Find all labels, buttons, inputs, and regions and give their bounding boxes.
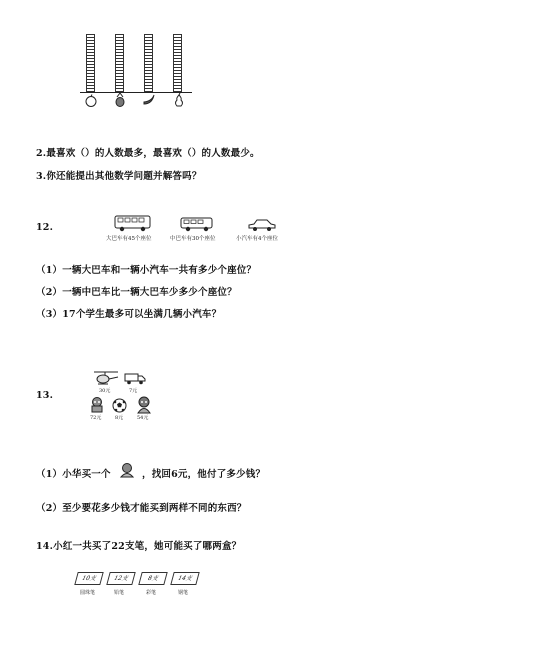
truck-price: 7元 bbox=[129, 388, 138, 394]
pencil-box-count: 12支 bbox=[113, 575, 129, 582]
pencil-box-label: 铅笔 bbox=[114, 590, 125, 596]
fountain-pen-box-label: 钢笔 bbox=[178, 590, 189, 596]
pen-box-icon bbox=[138, 572, 167, 585]
middle-bus-icon bbox=[180, 217, 214, 232]
robot-price: 72元 bbox=[90, 415, 102, 421]
ballpoint-box-label: 圆珠笔 bbox=[80, 590, 96, 596]
helicopter-icon bbox=[92, 370, 120, 386]
pictograph-column bbox=[173, 34, 182, 92]
pen-box-icon bbox=[170, 572, 199, 585]
big-bus-icon bbox=[114, 215, 152, 232]
question-13-sub-1-prefix: （1）小华买一个 bbox=[36, 469, 111, 480]
pictograph-column bbox=[144, 34, 153, 92]
question-12-sub-3: （3）17个学生最多可以坐满几辆小汽车？ bbox=[36, 309, 222, 320]
car-caption: 小汽车有4个座位 bbox=[236, 236, 278, 242]
big-bus-caption: 大巴车有45个座位 bbox=[106, 236, 152, 242]
question-3: 3.你还能提出其他数学问题并解答吗？ bbox=[36, 171, 202, 182]
pineapple-icon bbox=[113, 93, 127, 107]
question-12-sub-2: （2）一辆中巴车比一辆大巴车少多少个座位？ bbox=[36, 287, 237, 298]
question-12-sub-1: （1）一辆大巴车和一辆小汽车一共有多少个座位？ bbox=[36, 265, 257, 276]
doll-icon bbox=[135, 396, 153, 414]
truck-icon bbox=[124, 372, 146, 385]
ballpoint-box-count: 10支 bbox=[81, 575, 97, 582]
colored-pen-box-label: 彩笔 bbox=[146, 590, 157, 596]
question-2: 2.最喜欢（）的人数最多，最喜欢（）的人数最少。 bbox=[36, 148, 260, 159]
question-13-sub-2: （2）至少要花多少钱才能买到两样不同的东西？ bbox=[36, 503, 247, 514]
car-icon bbox=[247, 219, 277, 232]
pictograph-column bbox=[86, 34, 95, 92]
question-14: 14.小红一共买了22支笔，她可能买了哪两盒？ bbox=[36, 541, 242, 552]
question-12-number: 12. bbox=[36, 222, 54, 233]
pen-box-icon bbox=[106, 572, 135, 585]
banana-icon bbox=[142, 94, 156, 106]
question-13-sub-1-suffix: ，找回6元，他付了多少钱？ bbox=[142, 469, 266, 480]
pen-box-icon bbox=[74, 572, 103, 585]
apple-icon bbox=[84, 94, 98, 107]
fountain-pen-box-count: 14支 bbox=[177, 575, 193, 582]
ball-icon bbox=[112, 398, 127, 413]
middle-bus-caption: 中巴车有30个座位 bbox=[170, 236, 216, 242]
doll-price: 54元 bbox=[137, 415, 149, 421]
pear-icon bbox=[172, 93, 186, 107]
question-13-number: 13. bbox=[36, 390, 54, 401]
pictograph-column bbox=[115, 34, 124, 92]
helicopter-price: 30元 bbox=[99, 388, 111, 394]
robot-icon bbox=[88, 396, 106, 414]
ball-price: 8元 bbox=[115, 415, 124, 421]
colored-pen-box-count: 8支 bbox=[147, 575, 159, 582]
doll-inline-icon bbox=[118, 462, 136, 478]
